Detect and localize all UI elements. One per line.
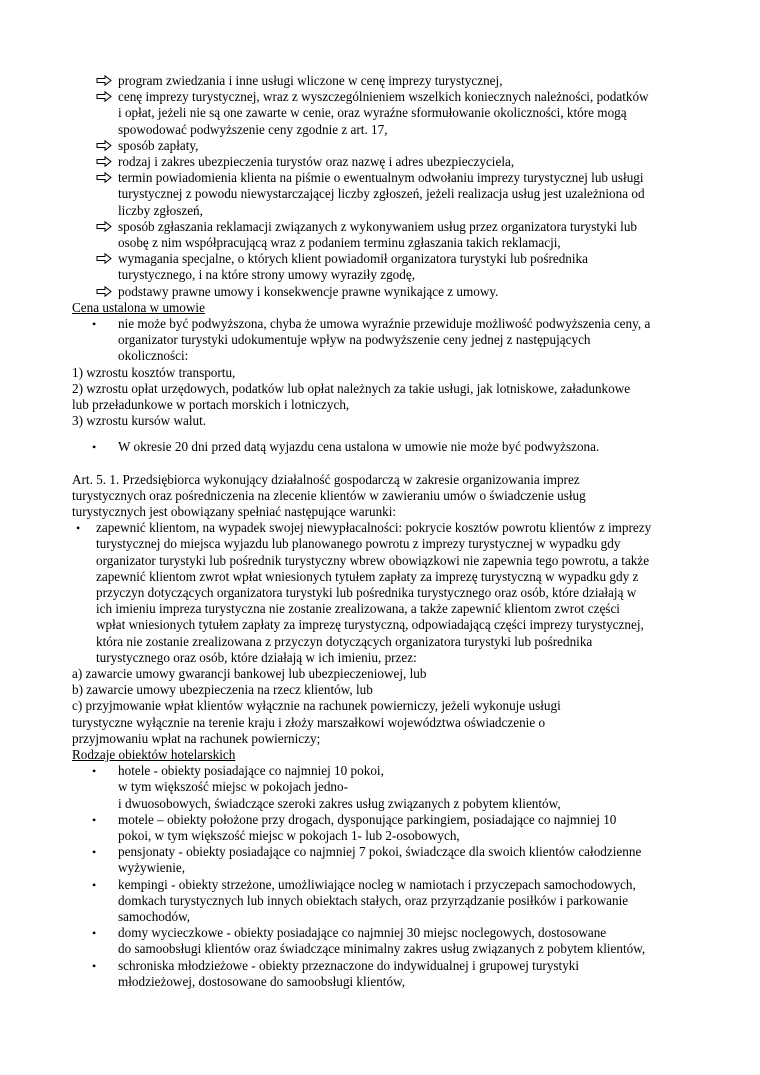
hotel-type-line: do samoobsługi klientów oraz świadczące minimalny zakres usług związanych z pobytem klientów,: [118, 941, 646, 957]
price-numbered-line: 2) wzrostu opłat urzędowych, podatków lub opłat należnych za takie usługi, jak lotniskowe, załadunkowe: [72, 380, 631, 396]
bullet-icon: •: [92, 812, 97, 827]
price-bullet-line: organizator turystyki udokumentuje wpływ na podwyższenie ceny jednej z następujących: [118, 332, 591, 348]
arrow-list-item-line: rodzaj i zakres ubezpieczenia turystów oraz nazwę i adres ubezpieczyciela,: [118, 154, 515, 169]
arrow-list-item-line: spowodować podwyższenie ceny zgodnie z art. 17,: [118, 121, 388, 137]
arrow-list-item-line: i opłat, jeżeli nie są one zawarte w cenie, oraz wyraźne sformułowanie okoliczności, które mogą: [118, 105, 627, 121]
arrow-list-item-line: wymagania specjalne, o których klient powiadomił organizatora turystyki lub pośrednika: [118, 251, 588, 267]
article5-intro-line: turystycznych oraz pośredniczenia na zlecenie klientów w zawieraniu umów o świadczenie usług: [72, 487, 586, 503]
price-bullet-line: okoliczności:: [118, 348, 189, 364]
article5-option-line: a) zawarcie umowy gwarancji bankowej lub ubezpieczeniowej, lub: [72, 666, 427, 681]
article5-option-line: b) zawarcie umowy ubezpieczenia na rzecz klientów, lub: [72, 682, 373, 698]
hotel-type-line: i dwuosobowych, świadczące szeroki zakres usług związanych z pobytem klientów,: [118, 795, 561, 811]
hotel-type-line: samochodów,: [118, 909, 191, 924]
price-numbered-line: 3) wzrostu kursów walut.: [72, 413, 207, 429]
hotel-type-line: pensjonaty - obiekty posiadające co najmniej 7 pokoi, świadczące dla swoich klientów całodzienne: [118, 844, 642, 860]
arrow-bullet-icon: [96, 221, 114, 233]
bullet-icon: •: [92, 958, 97, 973]
arrow-bullet-icon: [96, 75, 114, 87]
article5-intro-line: Art. 5. 1. Przedsiębiorca wykonujący działalność gospodarczą w zakresie organizowania imprez: [72, 471, 580, 487]
hotel-type-line: pokoi, w tym większość miejsc w pokojach 1- lub 2-osobowych,: [118, 828, 460, 843]
section-heading-hotels: Rodzaje obiektów hotelarskich: [72, 747, 236, 762]
article5-bullet-line: turystycznego oraz osób, które działają w ich imieniu, przez:: [96, 649, 417, 665]
article5-bullet-line: ich imieniu impreza turystyczna nie zostanie zrealizowana, a także zapewnić klientom zwrot części: [96, 601, 620, 617]
arrow-list-item-line: sposób zgłaszania reklamacji związanych z wykonywaniem usług przez organizatora turystyki lub: [118, 218, 638, 234]
bullet-icon: •: [92, 317, 97, 331]
bullet-icon: •: [92, 926, 97, 941]
arrow-list-item-line: cenę imprezy turystycznej, wraz z wyszczególnieniem wszelkich koniecznych należności, podatków: [118, 89, 649, 105]
article5-bullet-line: która nie zostanie zrealizowana z przyczyn dotyczących organizatora turystyki lub pośrednika: [96, 633, 593, 649]
hotel-type-line: domy wycieczkowe - obiekty posiadające co najmniej 30 miejsc noclegowych, dostosowane: [118, 925, 607, 941]
arrow-bullet-icon: [96, 253, 114, 265]
article5-intro-line: turystycznych jest obowiązany spełniać następujące warunki:: [72, 504, 397, 519]
arrow-bullet-icon: [96, 156, 114, 168]
arrow-bullet-icon: [96, 286, 114, 298]
article5-bullet-line: turystycznej do miejsca wyjazdu lub planowanego powrotu z imprezy turystycznej w wypadku gdy: [96, 536, 621, 552]
arrow-list-item-line: termin powiadomienia klienta na piśmie o ewentualnym odwołaniu imprezy turystycznej lub usługi: [118, 170, 644, 186]
arrow-bullet-icon: [96, 172, 114, 184]
price-bullet2-line: W okresie 20 dni przed datą wyjazdu cena ustalona w umowie nie może być podwyższona.: [118, 439, 600, 455]
article5-bullet-line: organizator turystyki lub pośrednik turystyczny wbrew obowiązkowi nie zapewnia tego powrotu, a także: [96, 552, 650, 568]
article5-bullet-line: przyczyn dotyczących organizatora turystyki lub pośrednika turystycznego oraz osób, które działają w: [96, 585, 637, 600]
article5-option-line: turystyczne wyłącznie na terenie kraju i złoży marszałkowi województwa oświadczenie o: [72, 714, 546, 730]
article5-option-line: przyjmowaniu wpłat na rachunek powierniczy;: [72, 730, 321, 746]
hotel-type-line: kempingi - obiekty strzeżone, umożliwiające nocleg w namiotach i przyczepach samochodowych,: [118, 876, 636, 892]
article5-bullet-line: wpłat wniesionych tytułem zapłaty za imprezę turystyczną, odpowiadającą części imprezy turystycznej,: [96, 617, 644, 633]
bullet-icon: •: [92, 845, 97, 860]
hotel-type-line: hotele - obiekty posiadające co najmniej 10 pokoi,: [118, 763, 384, 779]
arrow-list-item-line: turystycznej z powodu niewystarczającej liczby zgłoszeń, jeżeli realizacja usług jest uzależniona od: [118, 186, 645, 202]
hotel-type-line: schroniska młodzieżowe - obiekty przeznaczone do indywidualnej i grupowej turystyki: [118, 957, 580, 973]
bullet-icon: •: [92, 764, 97, 779]
hotel-type-line: motele – obiekty położone przy drogach, dysponujące parkingiem, posiadające co najmniej 10: [118, 811, 617, 827]
section-heading-price: Cena ustalona w umowie: [72, 299, 205, 315]
bullet-icon: •: [92, 877, 97, 892]
price-numbered-line: 1) wzrostu kosztów transportu,: [72, 364, 236, 380]
price-numbered-line: lub przeładunkowe w portach morskich i lotniczych,: [72, 397, 350, 412]
arrow-list-item-line: podstawy prawne umowy i konsekwencje prawne wynikające z umowy.: [118, 283, 499, 299]
bullet-icon: •: [92, 440, 97, 455]
article5-option-line: c) przyjmowanie wpłat klientów wyłącznie na rachunek powierniczy, jeżeli wykonuje usługi: [72, 698, 561, 714]
hotel-type-line: w tym większość miejsc w pokojach jedno-: [118, 779, 348, 795]
bullet-icon: •: [76, 521, 81, 536]
arrow-list-item-line: sposób zapłaty,: [118, 137, 199, 153]
article5-bullet-line: zapewnić klientom zwrot wpłat wniesionych tytułem zapłaty za imprezę turystyczną w wypadku gdy z: [96, 568, 639, 584]
arrow-bullet-icon: [96, 91, 114, 103]
price-bullet-line: nie może być podwyższona, chyba że umowa wyraźnie przewiduje możliwość podwyższenia ceny, a: [118, 316, 651, 331]
arrow-bullet-icon: [96, 140, 114, 152]
hotel-type-line: domkach turystycznych lub innych obiektach stałych, oraz przyrządzanie posiłków i parkowanie: [118, 892, 629, 908]
arrow-list-item-line: liczby zgłoszeń,: [118, 202, 203, 218]
arrow-list-item-line: program zwiedzania i inne usługi wliczone w cenę imprezy turystycznej,: [118, 73, 503, 88]
arrow-list-item-line: osobę z nim współpracującą wraz z podaniem terminu zgłaszania takich reklamacji,: [118, 235, 561, 250]
hotel-type-line: wyżywienie,: [118, 860, 186, 876]
article5-bullet-line: zapewnić klientom, na wypadek swojej niewypłacalności: pokrycie kosztów powrotu klientów z imprezy: [96, 520, 652, 536]
arrow-list-item-line: turystycznego, i na które strony umowy wyraziły zgodę,: [118, 267, 416, 283]
hotel-type-line: młodzieżowej, dostosowane do samoobsługi klientów,: [118, 973, 406, 989]
